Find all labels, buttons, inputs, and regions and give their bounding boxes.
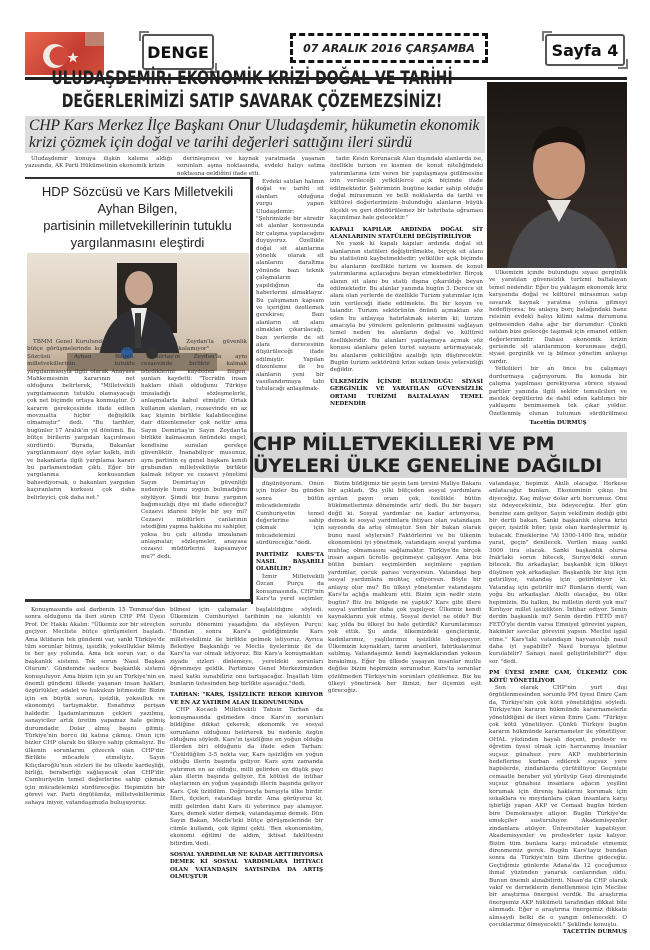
chp-colC xyxy=(328,481,481,942)
page-number xyxy=(545,34,625,66)
chp-signature: TACETTİN DURMUŞ xyxy=(562,929,627,936)
hdp-colA xyxy=(27,339,135,597)
lead-headline xyxy=(30,67,474,113)
issue-date xyxy=(290,33,488,63)
hdp-colB-text: Demirtaş'ın Zeydan'la aynı cezaevinde birlikte kalmak istediklerini kaydeden Bilgen, şunları kaydetti: "Tecridin insan hakları ihlali olduğunu Türkiye imzaladığı sözleşmelerle, anlaşmalarla kabul etmiştir. Ortak kullanım alanları, cezaevinde en az kaç kişinin birlikte kalabileceğine dair düzenlemeler çok nettir ama Sayın Demirtaş'ın Sayın Zeydan'la birlikte kalmasının önündeki engel, kendisine sunulan gerekçe güvenliktir. İnanabiliyor musunuz, aynı partinin eş genel başkanı kendi grubundan milletvekiliyle birlikte kalmak istiyor ve cezaevi yönetimi Sayın Demirtaş'ın güvenliği nedeniyle bunu uygun bulmadığını söylüyor. Şimdi biz bunu yargının bağımsızlığı diye mi ifade edeceğiz? Cezaevi idaresi böyle bir şey mi? Cezaevi müdürleri canlarının istediğini yapma hakkına mı sahipler, yoksa bu çatı altında imzalanan anlaşmalar, sözleşmeler, anayasa cezaevi müdürlerini kapsamıyor mu?" dedi. xyxy=(141,353,247,560)
chp-colB-narrow-text: düşünüyorum. Onun için bizler bu günden sonra bütün mücadelemizde Cumhuriyetin temel değerlerine sahip çıkmak için mücadelemizi sürdüreceğiz."dedi. xyxy=(256,481,324,547)
chp-colA xyxy=(25,607,165,942)
lead-col3b-text: Ne yazık ki kapalı kapılar ardında doğal sit alanlarının statüleri değiştirilmekte, birçok sit alanı bu statüsünü kaybetmektedir; yetkililer açık biçimde bu alanların özellikle turizm ve kısmen de konut yatırımlarına açılacağını beyan etmektedirler. Birçok alanın sit alanı bu statü dışına çıkarıldığı beyan edilmektedir. Bu alanlar yanında bugün 3. Derece sit alanı olan yerlerde de özellikle Turizm yatırımlar için izin verileceği ifade edilmekte. Bu bir koyım ve talandır. Turizm sektörünün önünü açmaktan söz eden bu anlayışa hatırlatmak isterim ki; turizm amacıyla bu yörelere gelenlerin gelmesini sağlayan temel neden bu alanların doğal ve kültürel özellikleridir. Bu alanları yapılaşmaya açmak söz konusu alanlara gelen turist sayısını artırmayacak, bu alanların çekiciliğini azaltığı için düşürecektir. Bugün turizm sektörünü krize sokan tesis yetersizliği değildir. xyxy=(330,241,483,374)
uludasdemir-photo xyxy=(487,82,627,268)
chp-headline: CHP MİLLETVEKİLLERİ VE PM ÜYELERİ ÜLKE GENELİNE DAĞILDI xyxy=(253,432,627,478)
lead-subtitle: CHP Kars Merkez İlçe Başkanı Onur Uludaşdemir, hükumetin ekonomik krizi çözmek için doğal ve tarihi değerleri sattığını ileri sürdü xyxy=(25,116,485,153)
hdp-side-rule xyxy=(251,177,253,604)
lead-col3 xyxy=(330,156,483,430)
hdp-article-box xyxy=(25,177,252,602)
lead-col2 xyxy=(177,156,325,175)
chp-colA-text: Konuşmasında asıl darbenin 15 Temmuz'dan sonra olduğunu da ileri süren CHP PM Üyesi Prof. Dr. Hakkı Akalın: "Ülkemiz zor bir süreçten geçiyor. Mecliste bütçe görüşmeleri başladı. Ama iktidarın tek gündemi var, sanki Türkiye'de tüm sorunlar bitmiş, işsizlik, yoksulluklar bitmiş te her şey yolunda. Ama tek sorun var, o da başkanlık sistemi. Tek sorun 'Nasıl Başkan Olurum'. Gündemde sadece başkanlık sistemi konuşuluyor. Ama bizim için şu an Türkiye'nin en önemli gündemi ülkede yaşanan insan hakları, özgürlükler, adalet ve hukukun bitmesidir. Bizim için en büyük sorun, işsizlik, yoksulluk ve ekonomiyi tartışmaktır. Esnafımız perişan haldedir. İşadamlarımızın çekleri yazılmış, sanayiciler artık üretim yapamaz hale gelmiş durumdadır. Dolar almış başını gitmiş. Türkiye'nin borcu iki katına çıkmış. Onun için bizler CHP olarak bu ülkeye sahip çıkmalıyız. Bu ülkenin sorunlarını çözecek olan CHP'dir. Birlikte mücadele etmeliyiz. Sayın Kılıçdaroğlu'nun sözleri ile bu ülkede kardeşliği, birliği, beraberliği sağlayacak olan CHP'dir. Cumhuriyetin temel değerlerine sahip çıkmak için mücadelemizi sürdüreceğiz. Hepimizin bir görevi var. Parti örgütümüz, milletvekillerimiz sahaya iniyor, vatandaşımızla buluşuyoruz. xyxy=(25,607,165,806)
chp-colB-narrow xyxy=(256,481,324,604)
hdp-headline-line2: partisinin milletvekillerinin tutuklu yargılanmasını eleştirdi xyxy=(43,218,232,250)
lead-col2b-text: Evdeki satılan halının doğal ve tarihi sit alanları olduğuna vurgu yapan Uludaşdemir: "Şehrimizde bir süredir sit alanlar konusunda bir çalışma yapılacağını duyuyoruz. Özellikle doğal sit alanlarına yönelik olarak sit alanlarını daraltma yönünde bazı teknik çalışmaların yapıldığının da haberlerini almaktayız. Bu çalışmanın kapsam ve içeriğini özetlemek gerekirse; Bazı alanların sit alanı olmaktan çıkarılacağı, bazı yerlerde de sit alanı derecesinin düşürüleceği ifade edilmiştir. Yapılan düzenleme ile bu alanların yeni bir vasıflandırmaya tabi tutulacağı anlaşılmak- xyxy=(256,179,324,393)
lead-heading-sit-alanlari: KAPALI KAPILAR ARDINDA DOĞAL SİT ALANLARININ STATÜLERİ DEĞİŞTİRİLİYOR xyxy=(330,226,483,241)
lead-col4-text: Ülkemizin içinde bulunduğu siyasi gerginlik ve yaratılan güvensizlik turizmi baltalayan temel nedendir. Eğer bu yaklaşım ekonomik kriz karşısında doğal ve kültürel mirasımızı satıp savarak kaynak yaratma yoluna gitmeyi hedefliyorsa; bu anlayış borç batağındaki hane reisinin evdeki halıyı kilimi satma durumuna gelmesinden daha ağır bir durumdur. Çünkü satılan bize geleceğe taşımak için emanet edilen değerlerimizdir. Dahası ekonomik krizin gerisinde sit alanlarımızın korunması değil, siyasi gerginlik ve iş bilmez yönetim anlayışı vardır. xyxy=(489,270,627,365)
chp-colC-text: Bizim bildiğimiz bir şeyin tam tersini Maliye Bakanı bir açıkladı. 'Bu yılki bütçeden sosyal yardımlara ayrılan payın oranı çok, özellikle bütün hükümetlerimiz döneminde artı' dedi. Bu bir başarı değil ki. Sosyal yardımlar ne kadar artırıyorsa, demek ki sosyal yardımlara ihtiyacı olan vatandaşın sayısında da artış olmuştur. Sen bir bakan olarak bunu nasıl söylersin? Faktörlerini ve bu ülkenin ekonomisini iyi yönetmek, vatandaşın sosyal yardıma muhtaç olmamasını sağlamaktır. Türkiye'de birçok insan asgari ücretle geçinmeye çalışıyor. Ama biz bütün bunları seçimlerden seçimlere yapılan yardımlar, çocuk parası veriyorsun. Vatandaşı hep sosyal yardımlara muhtaç ediyorsun. Böyle bir anlayış olur mu? Bu ülkeyi yönetenler vatandaşını Kars'ta açlığa mahkum etti. Bizim için nedir sizin bugün? Biz bu bölgede ne yaptık? Kars gibi illere sosyal yardımlar daha çok yapılıyor. Ülkemiz kendi kaynaklarını yok etmiş. Sosyal devlet ne oldu? Biz kaç yılda bu ülkeyi bu hale getirdik? Kurumlarımızı yok ettik. Şu anda ülkemizdeki gençlerimiz, kadınlarımız, yaşlılarımız işsizlikle boğuşuyor. Ülkemizin kaynakları, tarım arazileri, fabrikalarımız satılmış. Vatandaşımız kendi kaynaklarından yoksun bırakılmış. Eğer bu ülkede yaşayan insanlar mutlu değilse bizim hepimizin sorunudur. Kars'ta sorunlar çözülmeden Türkiye'nin sorunları çözülemez. Biz bu ülkeyi yönetirsek her ilimizi, her ilçemizi eşit göreceğiz. xyxy=(328,481,481,695)
hdp-headline-line1: HDP Sözcüsü ve Kars Milletvekili Ayhan Bilgen, xyxy=(41,184,234,216)
chp-colD2-text: Son olarak CHP'nin yurt dışı örgütlenmesinden sorumlu PM üyesi Emre Çam da, Türkiye'nin çok kötü yönetildiğini söyledi. Türkiye'nin kararın hükmünde kararnamelerle yönetildiğini de ileri süren Emre Çam: "Türkiye çok kötü yönetiliyor. Çünkü Türkiye bugün kararın hükmünde kararnameler ile yönetiliyor. OHAL yüzünden hayalı doçent, profesör ve öğretim üyesi olmak için harcanmış insanlar suçsuz günahsız yere AKP muhbirlerinin hedeflerine kurban edilerek suçsuz yere hapislerde, zindanlarda çürütülüyor. Geçmişte cemaatle beraber yol yürüyüp Gezi direnişinde suçsuz günahsız insanlara ağacın yeşilini korumak için direniş haklarını korumak için sokaklara ve meydanlara çıkan insanlara karşı işbirliği yapan AKP ve Cemaat bugün birden bire Demokrasiye atlıyor. Bugün Türkiye'de emekçiler susturuluyor. Akademisyenler zindanlara atılıyor. Üniversiteler kapatılıyor. Akademisyenler ve profesörler işsiz kalıyor. Bizim tüm bunlara karşı mücadele etmemiz direnmemiz gerek. Bugün Kars'tayız bundan sonra da Türkiye'nin tüm illerine gideceğiz. Geçtiğimiz günlerde Adana'da 12 çocuğumuz ihmal yüzünden yanarak canlarından oldu. Bunun önemli alınabilirdi. Nisan'da CHP olarak vakıf ve derneklerin denetlenmesi için Meclise bir araştırma önergesi verdik. Bu araştırma önergemiz AKP hükümeti tarafından dikkat bile alınmadı. Eğer o araştırma önergemiz dikkate alınsaydı belki de o yangın önlenecekti. O çocuklarımız ölmeyecekti." Şeklinde konuştu. xyxy=(489,684,627,928)
chp-colD-text: vatandaşız, hepimiz. Akıllı olacağız. Herkese anlatacağız bunları. Ekonominin çıkışı bu diyeceğiz. Kaç milyar dolar artı borcumuz. Onu siz ödeyeceksiniz, biz ödeyeceğiz. Her gün benzine zam geliyor. Sayın vekilimin dediği gibi bir dertli bakan. Sanki başkanlık olursa krizi geçer, işsizlik biter, işsiz olan kardeşlerimiz iş bulacak. Emeklerine "Al 1500-1400 lira, müdür yarat, geçin" denilecek. Verilen maaş sanki 3000 lira olacak. Sanki başkanlık olursa Irak'taki sorun bitecek, Suriye'deki sorun bitecek. Bu arkadaşlar, başkanlık için ülkeyi düşünen yok arkadaşlar. Başkanlık bir kişi için getiriliyor, vatandaş için getirilmiyor ki. Vatandaş için getirilir mi? Bunların derdi, van yoğu bu arkadaşlar. Akıllı olacağız, bu ülke hepimizin. Bu halkın, bu milletin derdi yok mu? Kırılıyor millet işsizlikten. İntihar ediyor. Senin derdin başkanlık mı? Senin derdin FETÖ mü? FETÖ'yle derdin varsa Emniyet görevini yapsın, hakimler savcılar görevini yapsın. Meclisi işgal etme." Kars'taki vatandaşın hayvancılığı nasıl daha iyi yapabilir? Nasıl buraya işletme kurulabilir? Sanayi nasıl geliştirilebilir?" diye sor. "dedi. xyxy=(489,481,627,665)
logo-text: DENGE xyxy=(147,42,209,62)
chp-colB-narrow2-text: İzmir Milletvekili Özcan Purçu da konuşmasında, CHP'nin Kars'ta yerel seçimler, xyxy=(256,573,324,603)
chp-colD xyxy=(489,481,627,942)
chp-colB2-text: CHP Kocaeli Milletvekili Tahsin Tarhan da konuşmasında gelmeden önce Kars'ın sorunları bildiğine dikkat çekerek, ekonomik ve sosyal sorunların olduğunu belirterek bu nedenle özgün olduğunu söyledi. Kars'ın işsizliğine en yoğun olduğu illerden biri olduğunu da ifade eden Tarhan: "Üzüldüğüm 3-5 nokta var, Kars işsizliğin en yoğun olduğu illerin başında geliyor. Kars aynı zamanda yatırımın en az olduğu, milli gelirden en düşük payı alan illerin başında geliyor. En kötüsü de intihar olaylarının en yoğun yaşandığı illerin başında geliyor Kars. Çok üzüldüm. Doğrusuyla barışıyla ülke birdir. İlleri, ilçeleri, vatandaşı birdir. Ama görüyoruz ki, milli gelirden dahi Kars ili yeterince pay alamıyor. Kars, demek sizler demek, vatandaşımız demek. Dün Sayın Bakan, Meclis'teki bütçe görüşmelerinde bir cümle kullandı, çok ilgimi çekti. 'Ben ekonomistim, ekonomi eğitimi de aldım, iktisat fakültesini bitirdim.'dedi. xyxy=(170,707,323,847)
portrait-silhouette xyxy=(487,82,627,268)
chp-heading-party: PARTİMİZ KARS'TA NASIL BAŞARILI OLABİLİR? xyxy=(256,551,324,573)
newspaper-logo xyxy=(142,34,214,70)
chp-heading-tarhan: TARHAN: "KARS, İŞSİZLİKTE REKOR KIRIYOR VE EN AZ YATIRIM ALAN İLKONUMUNDA xyxy=(170,692,323,706)
lead-col2-narrow xyxy=(256,179,324,430)
lead-col4b-text: Yetkilileri bir an önce bu çalışmayı durdurmaya çağırıyorum. Bu konuda bir çalışma yapılması gerekiyorsa sürece siyasal partiler yanında ilgili sektör temsilcileri ve meslek örgütlerini de dahil eden katılımcı bir yaklaşımı benimsemek tek çıkar yoldur. Özetlenmiş olunan tutumun sürdürülmesi xyxy=(489,366,627,417)
lead-col4 xyxy=(489,270,627,418)
lead-signature: Tacettin DURMUŞ xyxy=(529,420,587,426)
chp-colB xyxy=(170,607,323,942)
lead-headline-line1: ULUDAŞDEMİR: EKONOMİK KRİZİ DOĞAL VE TARİHİ xyxy=(51,67,453,89)
lead-col2-text: derinleşmesi ve kaynak yaratmada yaşanan sorunları aşma noktasında, evdeki halıyı satma noktasına geldiğini ifade etti. xyxy=(177,156,325,175)
chp-heading-sosyal: SOSYAL YARDIMLAR NE KADAR ARTTIRIYORSA DEMEK Kİ SOSYAL YARDIMLARA İHTİYACI OLAN VATANDAŞIN SAYISINDA DA ARTIŞ OLMUŞTUR xyxy=(170,852,323,881)
lead-col1 xyxy=(25,156,172,175)
lead-col3-text: tadır. Kesin Korunacak Alan dışındaki alanlarda ise, özellikle turizm ve kısmen de konut niteliğindeki yatırımlarına izin veren bir yapılaşmaya gidilmesine izin verileceği yetkililerce açık biçimde ifade edilmektedir. Şehrimizin bugüne kadar sahip olduğu doğal mirasımızın ve belli noktalarda da tarihi ve kültürel değerlerimizin bulunduğu alanların büyük ölçekli ve geri döndürülemez bir tahribata uğraması kaçınılmaz hale gelecektir." xyxy=(330,156,483,222)
chp-heading-emre: PM ÜYESİ EMRE ÇAM, ÜLKEMİZ ÇOK KÖTÜ YÖNETİLİYOR xyxy=(489,670,627,684)
chp-colB-text: bilmesi için çalışmalar başlatıldığını söyledi. Ülkemizin Cumhuriyet tarihinin ne sıkıntılı ve sorunlu dönemini yaşadığını da söyleyen Purçu: "Bundan sonra Kars'a geldiğimizde Kars milletvekilimiz ile birlikte gelmek istiyoruz. Ayrıca Belediye Başkanlığı ve Meclis üyelerimiz ile de Kars'ta var olmak istiyoruz. Biz Kars'a konuşmaktan ziyade sizleri dinlemeye, yereldeki sorunları öğrenmeye geldik. Partimize Genel Merkezimizden nasıl katkı sunabiliriz onu tartışacağız. İnşallah tüm bunların üstesinden hep birlikte aşacağız."dedi. xyxy=(170,607,323,688)
hdp-colB-title: "Demirtaş, Zeydan'la güvenlik gerekçesiyle kalamıyor" xyxy=(141,339,247,353)
lead-col1-text: Uludaşdemir konuya ilişkin kaleme aldığı yazısında, AK Parti Hükümetinin ekonomik krizin xyxy=(25,156,172,170)
date-text: 07 ARALIK 2016 ÇARŞAMBA xyxy=(303,41,475,55)
hdp-colA-text: TBMM Genel Kurulunda 2017 yılı bütçe görüşmelerinde konuşan HDP Sözcüsü Ayhan Bilgen, milletvekillerinin tutuklu yargılanmasıyla ilgili olarak Anayasa Mahkemesinin kararının net olduğunu belirterek, "Milletvekili yargılamasının tutuklu olamayacağı çok net biçimde ortaya konmuştur. O kararın gerekçesinde ifade edilen movzuatta hiçbir değişiklik olmamıştır" dedi. "Bu tarihler, bugünler 17 Aralık'ın yıl dönümü. Bu bütçe birilerin yargıdan kaçırılması sürdürdü: 'Burada, Bakanlar yargılanmasın' diye oylar kalktı, indi ve bakanlarla ilgili yargılama kararı bu parlamentodan çıktı. Eğer bir yargılanma korkusundan bahsediyorsak, o bakanları yargıdan kaçıranların korkusu çok daha belirleyici, çok daha net." xyxy=(27,339,135,501)
page-number-text: Sayfa 4 xyxy=(551,40,619,60)
hdp-headline xyxy=(25,183,250,251)
hdp-colB xyxy=(141,339,247,597)
lead-heading-siyasi: ÜLKEMİZİN İÇİNDE BULUNDUĞU SİYASİ GERGİNLİK VE YARATILAN GÜVENSİZLİK ORTAMI TURİZMİ BALTALAYAN TEMEL NEDENDİR xyxy=(330,378,483,407)
lead-headline-line2: DEĞERLERİMİZİ SATIP SAVARAK ÇÖZEMEZSİNİZ! xyxy=(61,90,443,112)
